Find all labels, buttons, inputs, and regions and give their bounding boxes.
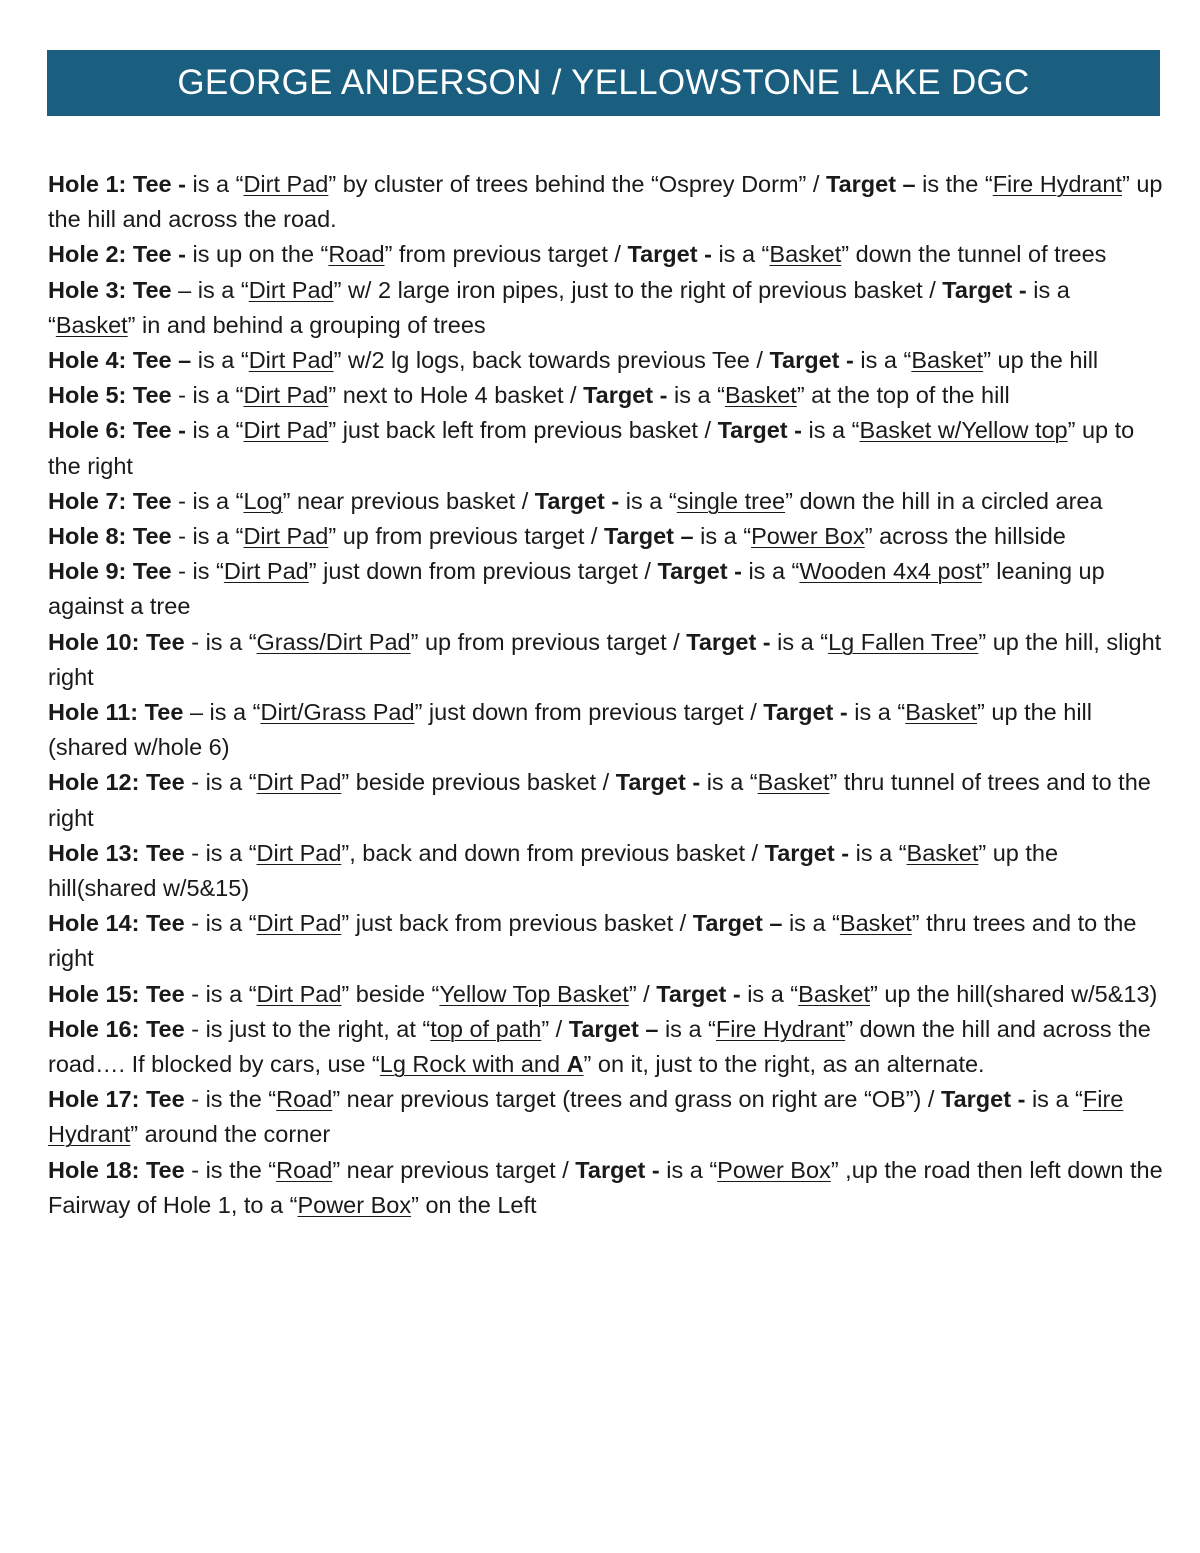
page-title: GEORGE ANDERSON / YELLOWSTONE LAKE DGC [177, 63, 1030, 102]
text-segment: ” around the corner [130, 1121, 331, 1148]
underlined-term: A [566, 1051, 584, 1078]
text-segment: ” down the hill and across the road…. If blocked by cars, use “ [48, 1015, 1151, 1078]
text-segment: is a “ [666, 1156, 718, 1183]
bold-label: Hole 14: Tee [48, 910, 192, 937]
text-segment: ” w/2 lg logs, back towards previous Tee / [333, 347, 770, 374]
text-segment: ” across the hillside [864, 523, 1066, 550]
text-segment: ” up the hill (shared w/hole 6) [48, 699, 1092, 761]
bold-label: Target - [764, 839, 856, 866]
text-segment: - is a “ [191, 910, 257, 937]
hole-1-description [48, 167, 1163, 237]
underlined-term: Lg Rock with and [379, 1051, 567, 1078]
underlined-term: Wooden 4x4 post [799, 558, 982, 585]
text-segment: is a “ [777, 628, 829, 655]
title-banner [47, 50, 1160, 116]
text-segment: - is the “ [191, 1086, 277, 1113]
underlined-term: Dirt/Grass Pad [260, 699, 415, 726]
bold-label: Hole 17: Tee [48, 1086, 192, 1113]
text-segment: ” from previous target / [384, 241, 628, 268]
text-segment: ” thru tunnel of trees and to the right [48, 769, 1151, 831]
text-segment: is a “ [197, 347, 249, 374]
text-segment: is a “ [748, 558, 800, 585]
bold-label: Hole 11: Tee [48, 699, 190, 726]
underlined-term: Yellow Top Basket [439, 980, 629, 1007]
underlined-term: Dirt Pad [243, 382, 329, 409]
text-segment: ” ,up the road then left down the Fairway of Hole 1, to a “ [48, 1156, 1163, 1218]
underlined-term: Basket [906, 839, 979, 866]
text-segment: is a “ [747, 980, 799, 1007]
text-segment: - is the “ [191, 1156, 277, 1183]
underlined-term: Basket [798, 980, 870, 1007]
underlined-term: Dirt Pad [243, 171, 329, 197]
bold-label: Target – [568, 1015, 665, 1042]
text-segment: is a “ [664, 1015, 716, 1042]
bold-label: Hole 2: Tee - [48, 241, 193, 268]
underlined-term: Dirt Pad [248, 276, 334, 303]
text-segment: is a “ [1031, 1086, 1083, 1113]
text-segment: ” / [541, 1015, 569, 1042]
text-segment: ” up the hill and across the road. [48, 171, 1163, 233]
text-segment: ” up the hill(shared w/5&13) [869, 980, 1158, 1007]
text-segment: ” on it, just to the right, as an alternate. [583, 1051, 985, 1078]
bold-label: Hole 7: Tee [48, 487, 179, 514]
underlined-term: Dirt Pad [243, 417, 329, 444]
bold-label: Target - [656, 980, 748, 1007]
text-segment: is a “ [674, 382, 725, 409]
bold-label: Hole 15: Tee [48, 980, 192, 1007]
underlined-term: Lg Fallen Tree [828, 628, 979, 655]
bold-label: Target - [534, 487, 626, 514]
hole-14-description [48, 906, 1163, 976]
text-segment: ” near previous basket / [282, 487, 535, 514]
bold-label: Target - [763, 699, 855, 726]
bold-label: Target - [615, 769, 707, 796]
bold-label: Target - [717, 417, 809, 444]
underlined-term: Power Box [717, 1156, 831, 1183]
text-segment: - is a “ [178, 487, 244, 514]
underlined-term: Basket w/Yellow top [859, 417, 1068, 444]
text-segment: is a “ [48, 276, 1070, 338]
bold-label: Hole 8: Tee [48, 523, 179, 550]
hole-12-description [48, 765, 1163, 835]
text-segment: ” near previous target (trees and grass on right are “OB”) / [332, 1086, 941, 1113]
text-segment: is up on the “ [192, 241, 329, 268]
text-segment: ” just back left from previous basket / [328, 417, 718, 444]
text-segment: ” leaning up against a tree [48, 558, 1105, 620]
underlined-term: Grass/Dirt Pad [256, 628, 411, 655]
hole-5-description [48, 378, 1163, 413]
bold-label: Target - [686, 628, 778, 655]
bold-label: Target - [575, 1156, 667, 1183]
underlined-term: Basket [905, 699, 978, 726]
text-segment: - is a “ [191, 980, 257, 1007]
text-segment: is a “ [788, 910, 840, 937]
bold-label: Target - [942, 276, 1034, 303]
text-segment: ” beside “ [341, 980, 440, 1007]
text-segment: ” thru trees and to the right [48, 910, 1137, 972]
underlined-term: Dirt Pad [223, 558, 309, 585]
bold-label: Target – [603, 523, 701, 550]
bold-label: Target - [657, 558, 749, 585]
underlined-term: Road [276, 1156, 333, 1183]
text-segment: ” just down from previous target / [414, 699, 764, 726]
underlined-term: Dirt Pad [256, 839, 342, 866]
bold-label: Hole 16: Tee [48, 1015, 192, 1042]
hole-17-description [48, 1082, 1163, 1152]
bold-label: Hole 9: Tee [48, 558, 179, 585]
bold-label: Hole 3: Tee [48, 276, 179, 303]
text-segment: is the “ [922, 171, 993, 197]
text-segment: – is a “ [189, 699, 261, 726]
underlined-term: Fire Hydrant [48, 1086, 1124, 1148]
text-segment: - is a “ [191, 769, 257, 796]
underlined-term: Dirt Pad [256, 769, 342, 796]
bold-label: Target - [940, 1086, 1032, 1113]
text-segment: ” by cluster of trees behind the “Osprey Dorm” / [328, 171, 826, 197]
text-segment: ” just back from previous basket / [341, 910, 693, 937]
text-segment: – is a “ [178, 276, 249, 303]
bold-label: Target - [627, 241, 719, 268]
text-segment: ” in and behind a grouping of trees [127, 311, 486, 338]
text-segment: ”, back and down from previous basket / [341, 839, 765, 866]
bold-label: Target - [583, 382, 675, 409]
hole-2-description [48, 237, 1163, 272]
text-segment: - is a “ [191, 839, 257, 866]
text-segment: is a “ [854, 699, 906, 726]
underlined-term: Dirt Pad [256, 910, 342, 937]
underlined-term: Basket [769, 241, 842, 268]
bold-label: Hole 6: Tee - [48, 417, 193, 444]
text-segment: is a “ [855, 839, 907, 866]
hole-18-description [48, 1153, 1163, 1223]
text-segment: ” just down from previous target / [308, 558, 658, 585]
hole-6-description [48, 413, 1163, 483]
text-segment: - is a “ [191, 628, 257, 655]
bold-label: Hole 13: Tee [48, 839, 192, 866]
text-segment: - is a “ [178, 382, 244, 409]
bold-label: Hole 5: Tee [48, 382, 179, 409]
bold-label: Hole 4: Tee – [48, 347, 198, 374]
text-segment: is a “ [718, 241, 770, 268]
hole-3-description [48, 273, 1163, 343]
underlined-term: single tree [676, 487, 786, 514]
underlined-term: Fire Hydrant [715, 1015, 846, 1042]
underlined-term: Road [276, 1086, 333, 1113]
underlined-term: Basket [757, 769, 830, 796]
text-segment: ” at the top of the hill [796, 382, 1010, 409]
text-segment: ” / [628, 980, 657, 1007]
hole-13-description [48, 836, 1163, 906]
bold-label: Hole 18: Tee [48, 1156, 192, 1183]
text-segment: - is a “ [178, 523, 244, 550]
bold-label: Hole 10: Tee [48, 628, 192, 655]
hole-10-description [48, 625, 1163, 695]
text-segment: ” up the hill(shared w/5&15) [48, 839, 1059, 902]
bold-label: Hole 12: Tee [48, 769, 192, 796]
text-segment: - is just to the right, at “ [191, 1015, 431, 1042]
text-segment: is a “ [706, 769, 758, 796]
text-segment: is a “ [700, 523, 752, 550]
underlined-term: Dirt Pad [243, 523, 329, 550]
underlined-term: Log [243, 487, 283, 514]
underlined-term: Basket [911, 347, 984, 374]
hole-11-description [48, 695, 1163, 765]
hole-7-description [48, 484, 1163, 519]
text-segment: ” up to the right [48, 417, 1135, 479]
text-segment: is a “ [192, 171, 244, 197]
underlined-term: Basket [55, 311, 128, 338]
bold-label: Hole 1: Tee - [48, 171, 193, 197]
hole-15-description [48, 977, 1163, 1012]
text-segment: ” up from previous target / [328, 523, 604, 550]
hole-16-description [48, 1012, 1163, 1082]
underlined-term: top of path [430, 1015, 542, 1042]
text-segment: is a “ [192, 417, 244, 444]
text-segment: ” up from previous target / [410, 628, 687, 655]
underlined-term: Dirt Pad [248, 347, 334, 374]
text-segment: ” near previous target / [332, 1156, 576, 1183]
text-segment: ” next to Hole 4 basket / [328, 382, 584, 409]
text-segment: ” up the hill [983, 347, 1099, 374]
bold-label: Target – [825, 171, 923, 197]
text-segment: ” down the hill in a circled area [785, 487, 1103, 514]
hole-9-description [48, 554, 1163, 624]
underlined-term: Power Box [297, 1191, 412, 1218]
text-segment: ” on the Left [411, 1191, 537, 1218]
text-segment: ” beside previous basket / [341, 769, 616, 796]
bold-label: Target - [769, 347, 861, 374]
text-segment: is a “ [808, 417, 860, 444]
text-segment: is a “ [625, 487, 677, 514]
bold-label: Target – [692, 910, 789, 937]
text-segment: ” up the hill, slight right [48, 628, 1162, 690]
text-segment: - is “ [178, 558, 224, 585]
underlined-term: Fire Hydrant [992, 171, 1122, 197]
hole-4-description [48, 343, 1163, 378]
text-segment: ” down the tunnel of trees [841, 241, 1107, 268]
underlined-term: Basket [724, 382, 797, 409]
underlined-term: Power Box [751, 523, 865, 550]
underlined-term: Dirt Pad [256, 980, 342, 1007]
hole-descriptions [48, 167, 1163, 1223]
text-segment: ” w/ 2 large iron pipes, just to the right of previous basket / [333, 276, 943, 303]
underlined-term: Road [328, 241, 385, 268]
underlined-term: Basket [839, 910, 912, 937]
hole-8-description [48, 519, 1163, 554]
text-segment: is a “ [860, 347, 912, 374]
